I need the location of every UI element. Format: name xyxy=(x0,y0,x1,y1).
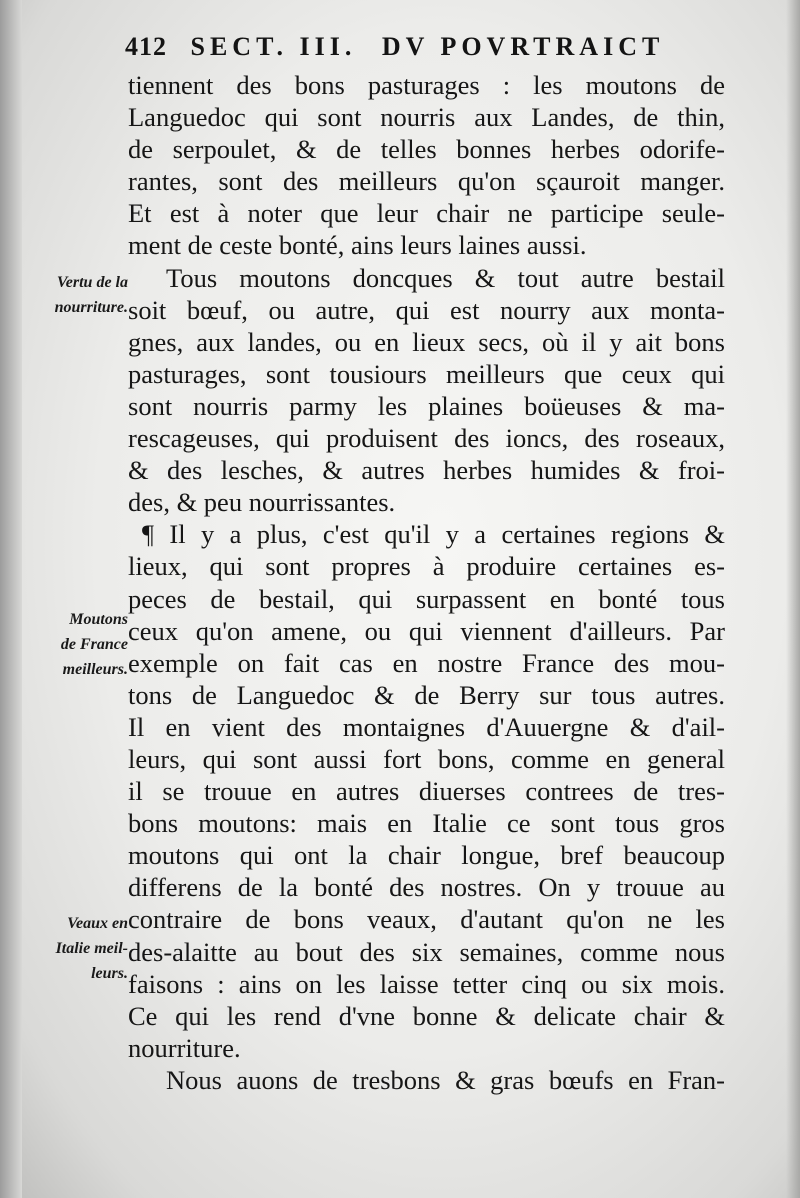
page-number: 412 xyxy=(125,32,167,61)
text-line: tons de Languedoc & de Berry sur tous autres. xyxy=(128,679,725,710)
margin-note-line: Moutons xyxy=(69,611,128,628)
text-line: des, & peu nourrissantes. xyxy=(128,487,396,518)
margin-note-line: Italie meil- xyxy=(55,940,128,957)
text-line: lieux, qui sont propres à produire certaines es- xyxy=(128,551,725,582)
body-text xyxy=(128,69,725,1096)
text-line: ceux qu'on amene, ou qui viennent d'ailleurs. Par xyxy=(128,615,725,646)
text-line: contraire de bons veaux, d'autant qu'on ne les xyxy=(128,904,725,935)
margin-note-vertu xyxy=(10,270,128,320)
page-edge xyxy=(786,0,800,1198)
text-line: soit bœuf, ou autre, qui est nourry aux monta- xyxy=(128,294,725,325)
text-line: nourriture. xyxy=(128,1032,241,1063)
text-line: il se trouue en autres diuerses contrees de tres- xyxy=(128,776,725,807)
margin-note-moutons xyxy=(10,607,128,682)
text-line: faisons : ains on les laisse tetter cinq ou six mois. xyxy=(128,968,725,999)
text-line: Nous auons de tresbons & gras bœufs en Fran- xyxy=(166,1064,725,1095)
margin-note-line: nourriture. xyxy=(54,299,128,316)
text-line: moutons qui ont la chair longue, bref beaucoup xyxy=(128,840,725,871)
text-line: ment de ceste bonté, ains leurs laines aussi. xyxy=(128,230,587,261)
text-line: Et est à noter que leur chair ne participe seule- xyxy=(128,198,725,229)
text-line: tiennent des bons pasturages : les moutons de xyxy=(128,70,725,100)
text-line: rescageuses, qui produisent des ioncs, des roseaux, xyxy=(128,423,725,454)
text-line: sont nourris parmy les plaines boüeuses & ma- xyxy=(128,390,725,421)
margin-note-line: leurs. xyxy=(91,965,128,982)
margin-note-line: Vertu de la xyxy=(56,274,128,291)
text-line: Tous moutons doncques & tout autre bestail xyxy=(166,262,725,293)
running-header xyxy=(125,32,664,62)
section-label: SECT. III. xyxy=(190,32,357,61)
text-line: peces de bestail, qui surpassent en bonté tous xyxy=(128,583,725,614)
text-line: ¶ Il y a plus, c'est qu'il y a certaines regions & xyxy=(142,519,725,550)
text-line: Il en vient des montaignes d'Auuergne & d'ail- xyxy=(128,711,725,742)
text-line: leurs, qui sont aussi fort bons, comme en general xyxy=(128,743,725,774)
text-line: bons moutons: mais en Italie ce sont tous gros xyxy=(128,808,725,839)
text-line: differens de la bonté des nostres. On y trouue au xyxy=(128,872,725,903)
margin-note-veaux xyxy=(10,911,128,986)
text-line: Languedoc qui sont nourris aux Landes, de thin, xyxy=(128,102,725,133)
running-title: DV POVRTRAICT xyxy=(381,32,665,61)
margin-note-line: de France xyxy=(60,636,128,653)
text-line: pasturages, sont tousiours meilleurs que ceux qui xyxy=(128,358,725,389)
text-line: & des lesches, & autres herbes humides & froi- xyxy=(128,455,725,486)
text-line: exemple on fait cas en nostre France des mou- xyxy=(128,647,725,678)
text-line: Ce qui les rend d'vne bonne & delicate chair & xyxy=(128,1000,725,1031)
text-line: des-alaitte au bout des six semaines, comme nous xyxy=(128,936,725,967)
text-line: gnes, aux landes, ou en lieux secs, où il y ait bons xyxy=(128,326,725,357)
page-gutter xyxy=(0,0,22,1198)
text-line: de serpoulet, & de telles bonnes herbes odorife- xyxy=(128,134,725,165)
text-line: rantes, sont des meilleurs qu'on sçauroit manger. xyxy=(128,166,725,197)
margin-note-line: Veaux en xyxy=(67,915,128,932)
margin-note-line: meilleurs. xyxy=(62,661,128,678)
